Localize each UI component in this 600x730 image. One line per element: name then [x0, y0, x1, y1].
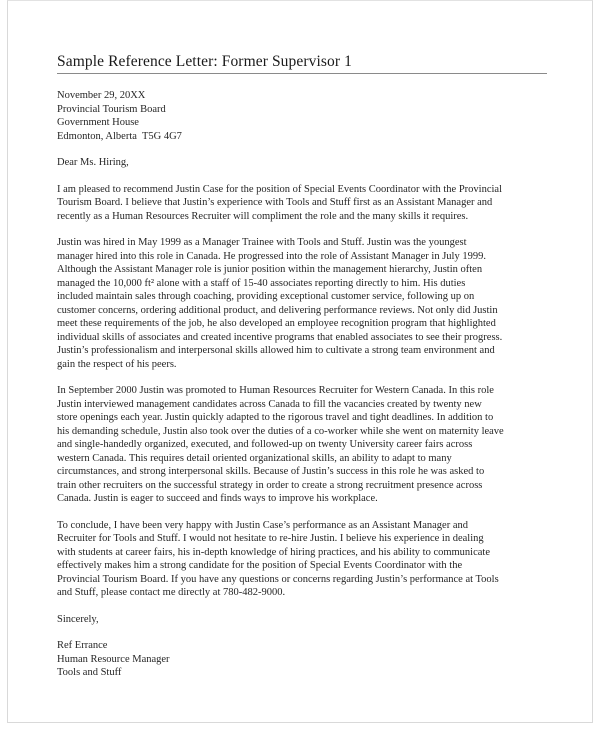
text-line: with students at career fairs, his in-depth knowledge of hiring practices, and his ability to communicate — [57, 546, 491, 558]
page-title: Sample Reference Letter: Former Supervisor 1 — [57, 53, 547, 74]
text-line: gain the respect of his peers. — [57, 358, 177, 370]
text-line: To conclude, I have been very happy with Justin Case’s performance as an Assistant Manager and — [57, 519, 468, 531]
text-line: Justin interviewed management candidates across Canada to fill the vacancies created by twenty new — [57, 398, 482, 410]
salutation — [57, 156, 547, 170]
text-line: Dear Ms. Hiring, — [57, 157, 129, 168]
text-line: Ref Errance — [57, 640, 108, 651]
text-line: effectively makes him a strong candidate for the position of Special Events Coordinator with the — [57, 560, 463, 571]
text-line: individual skills of associates and created incentive programs that enabled associates to see their progress. — [57, 331, 503, 343]
text-line: circumstances, and strong interpersonal skills. Because of Justin’s success in this role he was asked to — [57, 466, 485, 477]
text-line: and single-handedly organized, executed, and followed-up on twenty University career fairs across — [57, 439, 473, 450]
text-line: In September 2000 Justin was promoted to Human Resources Recruiter for Western Canada. In this role — [57, 385, 494, 396]
text-line: Justin’s professionalism and interpersonal skills allowed him to cultivate a strong team environment and — [57, 345, 495, 356]
text-line: November 29, 20XX — [57, 90, 146, 101]
text-line: western Canada. This requires detail oriented organizational skills, an ability to adapt to many — [57, 452, 452, 464]
signature-block — [57, 639, 547, 680]
text-line: Tourism Board. I believe that Justin’s experience with Tools and Stuff first as an Assistant Manager and — [57, 197, 493, 208]
closing — [57, 613, 547, 627]
text-line: Tools and Stuff — [57, 667, 122, 678]
document-page — [7, 0, 593, 723]
text-line: Provincial Tourism Board. If you have any questions or concerns regarding Justin’s performance at Tools — [57, 573, 499, 585]
paragraph-introduction — [57, 183, 547, 224]
text-line: managed the 10,000 ft² alone with a staff of 15-40 associates reporting directly to him. His duties — [57, 277, 466, 289]
text-line: Edmonton, Alberta T5G 4G7 — [57, 130, 182, 142]
paragraph-recruiter-history — [57, 384, 547, 506]
text-line: customer concerns, ordering additional product, and delivering performance reviews. Not only did Justin — [57, 304, 498, 316]
paragraph-conclusion — [57, 519, 547, 600]
date-address-block — [57, 89, 547, 143]
text-line: store openings each year. Justin quickly adapted to the rigorous travel and tight deadlines. In addition to — [57, 412, 494, 423]
text-line: Human Resource Manager — [57, 653, 170, 665]
text-line: train other recruiters on the successful strategy in order to create a strong recruitment presence across — [57, 479, 483, 491]
text-line: Recruiter for Tools and Stuff. I would not hesitate to re-hire Justin. I believe his experience in dealing — [57, 533, 484, 544]
text-line: Sincerely, — [57, 613, 99, 625]
text-line: I am pleased to recommend Justin Case for the position of Special Events Coordinator with the Provincial — [57, 183, 502, 195]
text-line: Although the Assistant Manager role is junior position within the management hierarchy, Justin often — [57, 264, 483, 275]
text-line: recently as a Human Resources Recruiter will compliment the role and the many skills it requires. — [57, 210, 469, 222]
letter-body — [57, 53, 547, 693]
text-line: and Stuff, please contact me directly at 780-482-9000. — [57, 587, 286, 598]
text-line: manager hired into this role in Canada. He progressed into the role of Assistant Manager in July 1999. — [57, 250, 486, 262]
text-line: Canada. Justin is eager to succeed and finds ways to improve his workplace. — [57, 493, 378, 504]
text-line: Justin was hired in May 1999 as a Manager Trainee with Tools and Stuff. Justin was the youngest — [57, 237, 467, 248]
text-line: Provincial Tourism Board — [57, 103, 166, 115]
paragraph-assistant-manager-history — [57, 236, 547, 371]
text-line: meet these requirements of the job, he also developed an employee recognition program that highlighted — [57, 318, 496, 329]
text-line: Government House — [57, 117, 139, 128]
text-line: included maintain sales through coaching, providing exceptional customer service, following up on — [57, 291, 475, 302]
text-line: his demanding schedule, Justin also took over the duties of a co-worker while she went on maternity leave — [57, 425, 504, 437]
